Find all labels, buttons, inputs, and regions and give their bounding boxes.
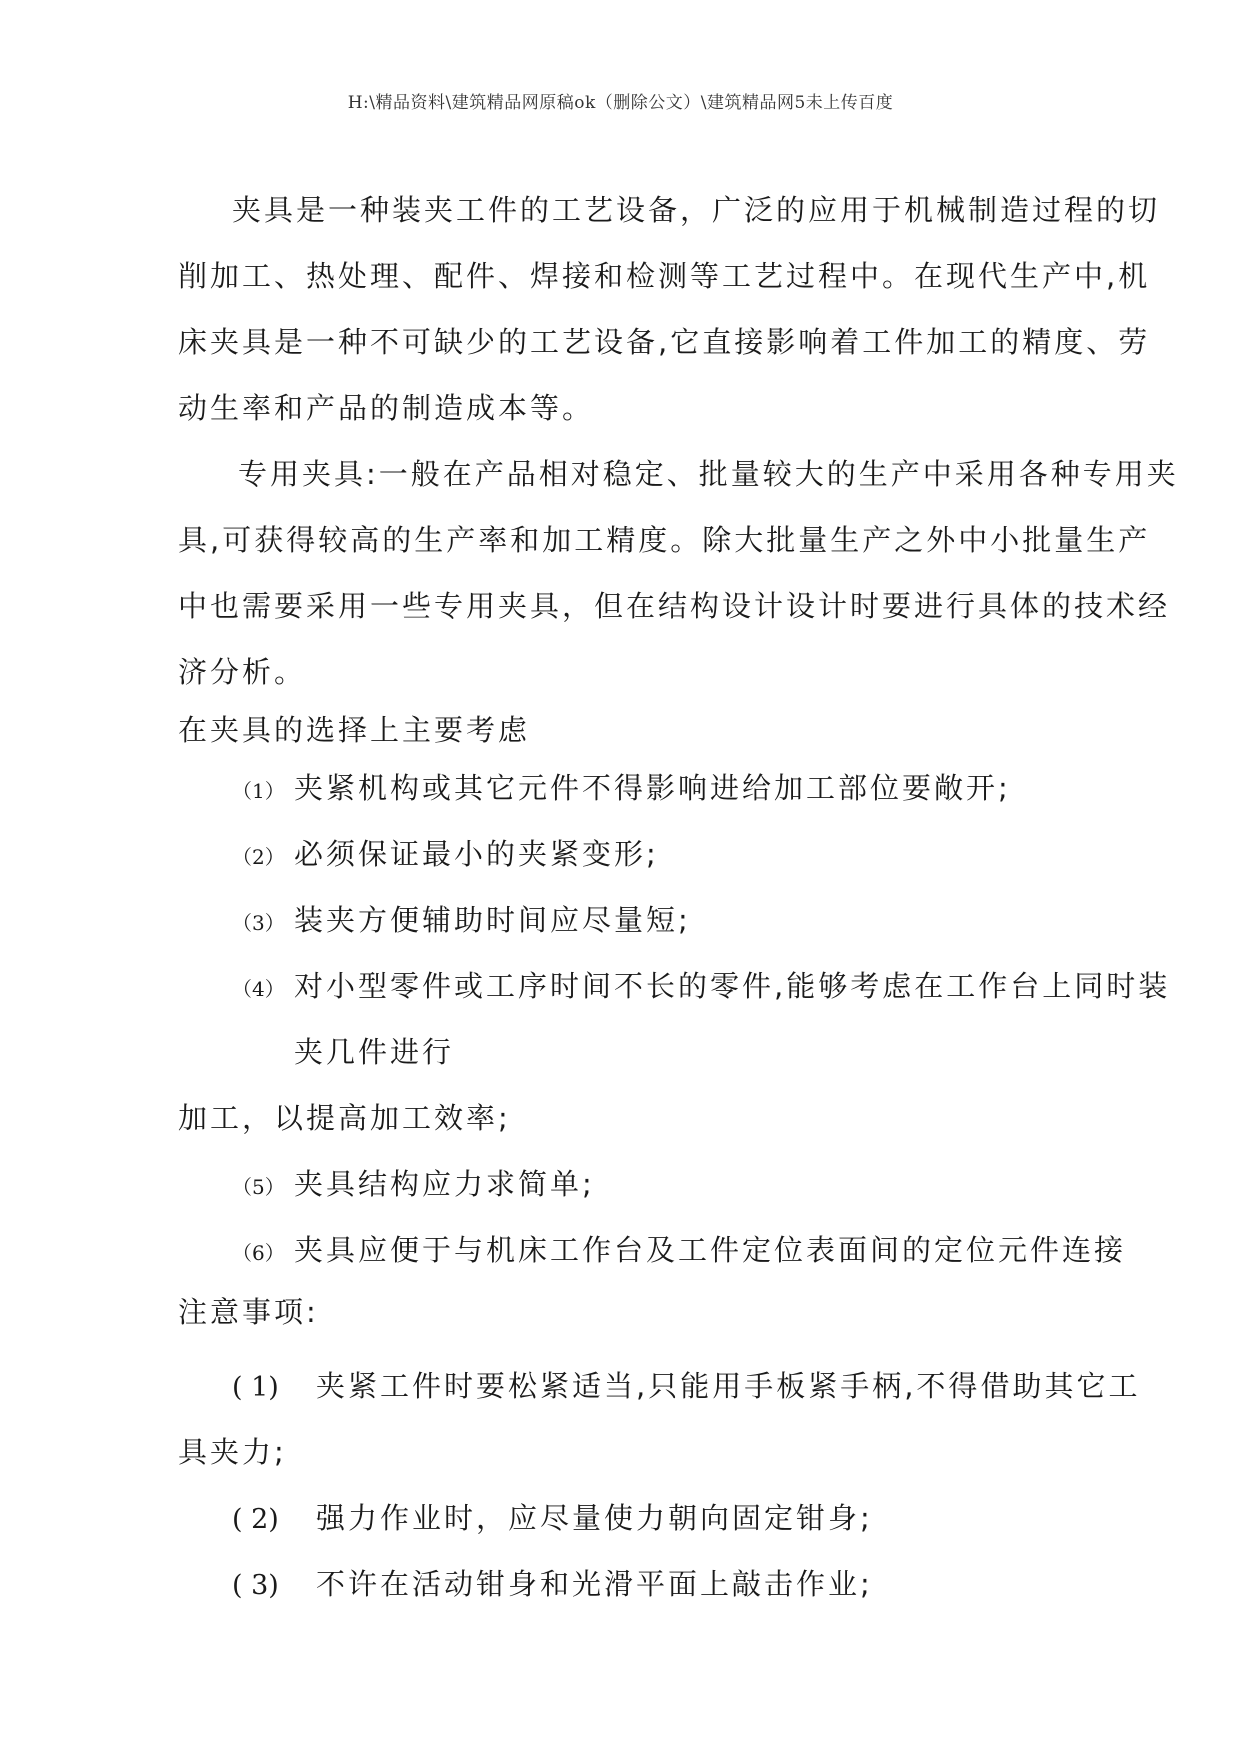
para2-line-3: 中也需要采用一些专用夹具，但在结构设计设计时要进行具体的技术经 xyxy=(178,589,1171,623)
note-item-number: ( 2) xyxy=(232,1504,279,1535)
note-item-2 xyxy=(232,1496,873,1537)
selection-item-4 xyxy=(232,964,1170,1005)
para1-line-1: 夹具是一种装夹工件的工艺设备，广泛的应用于机械制造过程的切 xyxy=(232,193,1161,227)
note-item-3 xyxy=(232,1562,873,1603)
selection-item-text: 必须保证最小的夹紧变形; xyxy=(294,837,659,871)
notes-title: 注意事项: xyxy=(178,1295,319,1329)
para1-line-2: 削加工、热处理、配件、焊接和检测等工艺过程中。在现代生产中,机 xyxy=(178,259,1151,293)
para1-line-3: 床夹具是一种不可缺少的工艺设备,它直接影响着工件加工的精度、劳 xyxy=(178,325,1151,359)
selection-item-3 xyxy=(232,898,691,939)
selection-item-number: （6） xyxy=(232,1241,285,1265)
para2-line-4: 济分析。 xyxy=(178,655,307,689)
selection-item-5 xyxy=(232,1162,595,1203)
selection-item-4-wrap xyxy=(232,1030,454,1071)
selection-item-4-continuation: 加工，以提高加工效率; xyxy=(178,1101,511,1135)
selection-item-1 xyxy=(232,766,1011,807)
note-item-text: 不许在活动钳身和光滑平面上敲击作业; xyxy=(316,1567,873,1601)
note-item-1 xyxy=(232,1364,1140,1405)
note-item-text: 强力作业时，应尽量使力朝向固定钳身; xyxy=(316,1501,873,1535)
selection-item-number: （5） xyxy=(232,1175,285,1199)
note-item-text: 具夹力; xyxy=(178,1435,287,1469)
page-header-path: H:\精品资料\建筑精品网原稿ok（删除公文）\建筑精品网5未上传百度 xyxy=(347,93,894,113)
selection-item-text: 夹具应便于与机床工作台及工件定位表面间的定位元件连接 xyxy=(294,1233,1127,1267)
selection-item-text: 装夹方便辅助时间应尽量短; xyxy=(294,903,691,937)
para2-line-2: 具,可获得较高的生产率和加工精度。除大批量生产之外中小批量生产 xyxy=(178,523,1151,557)
selection-item-text: 对小型零件或工序时间不长的零件,能够考虑在工作台上同时装 xyxy=(294,969,1171,1003)
selection-item-6 xyxy=(232,1228,1126,1269)
note-item-number: ( 3) xyxy=(232,1570,279,1601)
selection-item-number: （4） xyxy=(232,977,285,1001)
note-item-1-wrap xyxy=(178,1430,287,1471)
selection-item-text: 夹紧机构或其它元件不得影响进给加工部位要敞开; xyxy=(294,771,1011,805)
note-item-text: 夹紧工件时要松紧适当,只能用手板紧手柄,不得借助其它工 xyxy=(316,1369,1141,1403)
para1-line-4: 动生率和产品的制造成本等。 xyxy=(178,391,595,425)
selection-title: 在夹具的选择上主要考虑 xyxy=(178,713,531,747)
selection-item-number: （2） xyxy=(232,845,285,869)
selection-item-number: （1） xyxy=(232,779,285,803)
para2-line-1: 专用夹具:一般在产品相对稳定、批量较大的生产中采用各种专用夹 xyxy=(238,457,1179,491)
selection-item-2 xyxy=(232,832,659,873)
selection-item-number: （3） xyxy=(232,911,285,935)
selection-item-text: 夹具结构应力求简单; xyxy=(294,1167,595,1201)
selection-item-text: 夹几件进行 xyxy=(294,1035,455,1069)
note-item-number: ( 1) xyxy=(232,1372,279,1403)
